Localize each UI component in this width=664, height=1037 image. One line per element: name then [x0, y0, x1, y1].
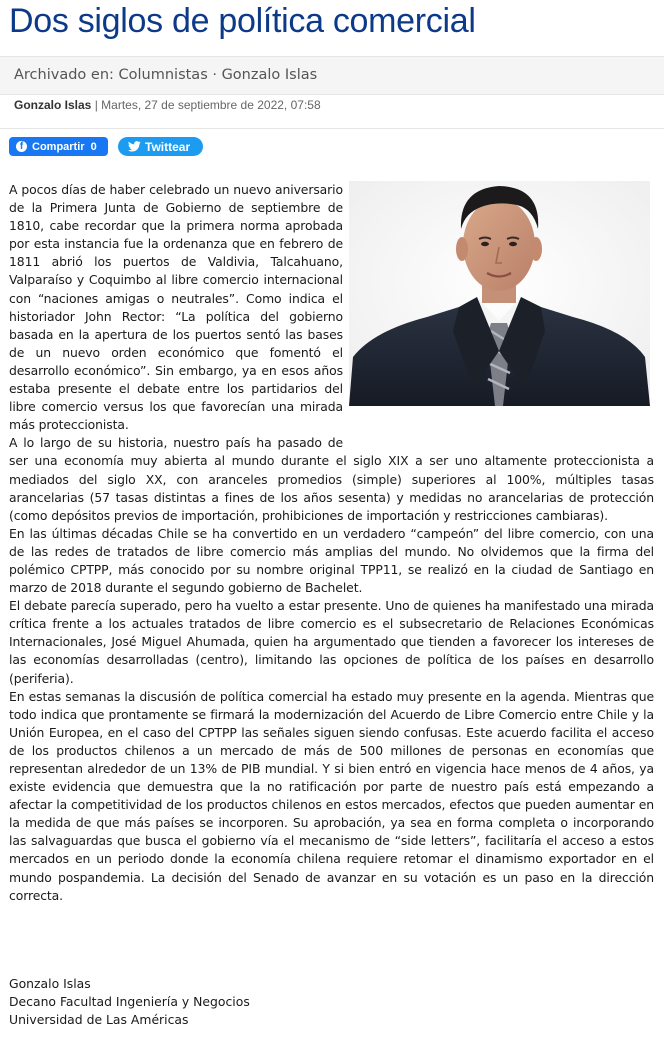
signature-position: Decano Facultad Ingeniería y Negocios: [9, 994, 250, 1010]
article-body: [9, 181, 654, 905]
facebook-share-count: 0: [90, 140, 97, 153]
article-paragraph: En estas semanas la discusión de política comercial ha estado muy presente en la agenda. Mientras que todo indica que prontamente se firmará la modernización del Acuerdo de Libre Comercio entre Chile y la Unión Europea, en el caso del CPTPP las señales siguen siendo confusas. Este acuerdo facilita el acceso de los productos chilenos a un mercado de más de 500 millones de personas en economías que representan alrededor de un 13% de PIB mundial. Y si bien entró en vigencia hace menos de 4 años, ya existe evidencia que demuestra que la no ratificación por parte de nuestro país está empezando a afectar la competitividad de los productos chilenos en estos mercados, efectos que pueden aumentar en la medida de que más países se incorporen. Su aprobación, ya sea en forma completa o incorporando las salvaguardas que busca el gobierno vía el mecanismo de “side letters”, facilitaría el acceso a estos mercados en un periodo donde la economía chilena requiere retomar el dinamismo exportador en el mundo pospandemia. La decisión del Senado de avanzar en su votación es un paso en la dirección correcta.: [9, 688, 654, 903]
byline-date: Martes, 27 de septiembre de 2022, 07:58: [101, 98, 321, 112]
page-title: Dos siglos de política comercial: [9, 2, 476, 40]
article-paragraph: A lo largo de su historia, nuestro país ha pasado de ser una economía muy abierta al mundo durante el siglo XIX a ser uno altamente proteccionista a mediados del siglo XX, con aranceles promedios (simple) superiores al 100%, múltiples tasas arancelarias (57 tasas distintas a fines de los años sesenta) y medidas no arancelarias de protección (como depósitos previos de importación, prohibiciones de importación y restricciones cambiaras).: [9, 435, 654, 523]
facebook-share-label: Compartir: [32, 140, 85, 153]
author-signature: [9, 975, 250, 1030]
signature-name: Gonzalo Islas: [9, 976, 91, 991]
facebook-share-button[interactable]: [9, 137, 108, 156]
archived-bar: [0, 56, 664, 95]
article-paragraph: El debate parecía superado, pero ha vuelto a estar presente. Uno de quienes ha manifestado una mirada crítica frente a los actuales tratados de libre comercio es el subsecretario de Relaciones Económicas Internacionales, José Miguel Ahumada, quien ha argumentado que tienden a favorecer los intereses de las economías desarrolladas (centro), limitando las opciones de política de los países en desarrollo (periferia).: [9, 598, 654, 686]
article-paragraph: A pocos días de haber celebrado un nuevo aniversario de la Primera Junta de Gobierno de septiembre de 1810, cabe recordar que la primera norma aprobada por esta instancia fue la ordenanza que en febrero de 1811 abrió los puertos de Valdivia, Talcahuano, Valparaíso y Coquimbo al libre comercio internacional con “naciones amigas o neutrales”. Como indica el historiador John Rector: “La política del gobierno basada en la apertura de los puertos sentó las bases de un nuevo orden económico que fomentó el desarrollo económico”. Sin embargo, ya en esos años estaba presente el debate entre los partidarios del libre comercio versus los que favorecían una mirada más proteccionista.: [9, 182, 343, 433]
byline: [14, 98, 321, 112]
divider: [0, 128, 664, 129]
byline-author[interactable]: Gonzalo Islas: [14, 98, 92, 112]
signature-institution: Universidad de Las Américas: [9, 1012, 189, 1028]
article-paragraph: En las últimas décadas Chile se ha convertido en un verdadero “campeón” del libre comercio, con una de las redes de tratados de libre comercio más amplias del mundo. No olvidemos que la firma del polémico CPTPP, más conocido por su nombre original TPP11, se realizó en la ciudad de Santiago en marzo de 2018 durante el segundo gobierno de Bachelet.: [9, 525, 654, 596]
facebook-icon: f: [16, 141, 27, 152]
twitter-bird-icon: [128, 141, 141, 152]
archived-categories[interactable]: Archivado en: Columnistas · Gonzalo Islas: [14, 67, 318, 83]
photo-float-spacer: [343, 181, 654, 438]
twitter-share-button[interactable]: [118, 137, 203, 156]
twitter-share-label: Twittear: [145, 139, 191, 154]
byline-separator: |: [91, 98, 102, 112]
